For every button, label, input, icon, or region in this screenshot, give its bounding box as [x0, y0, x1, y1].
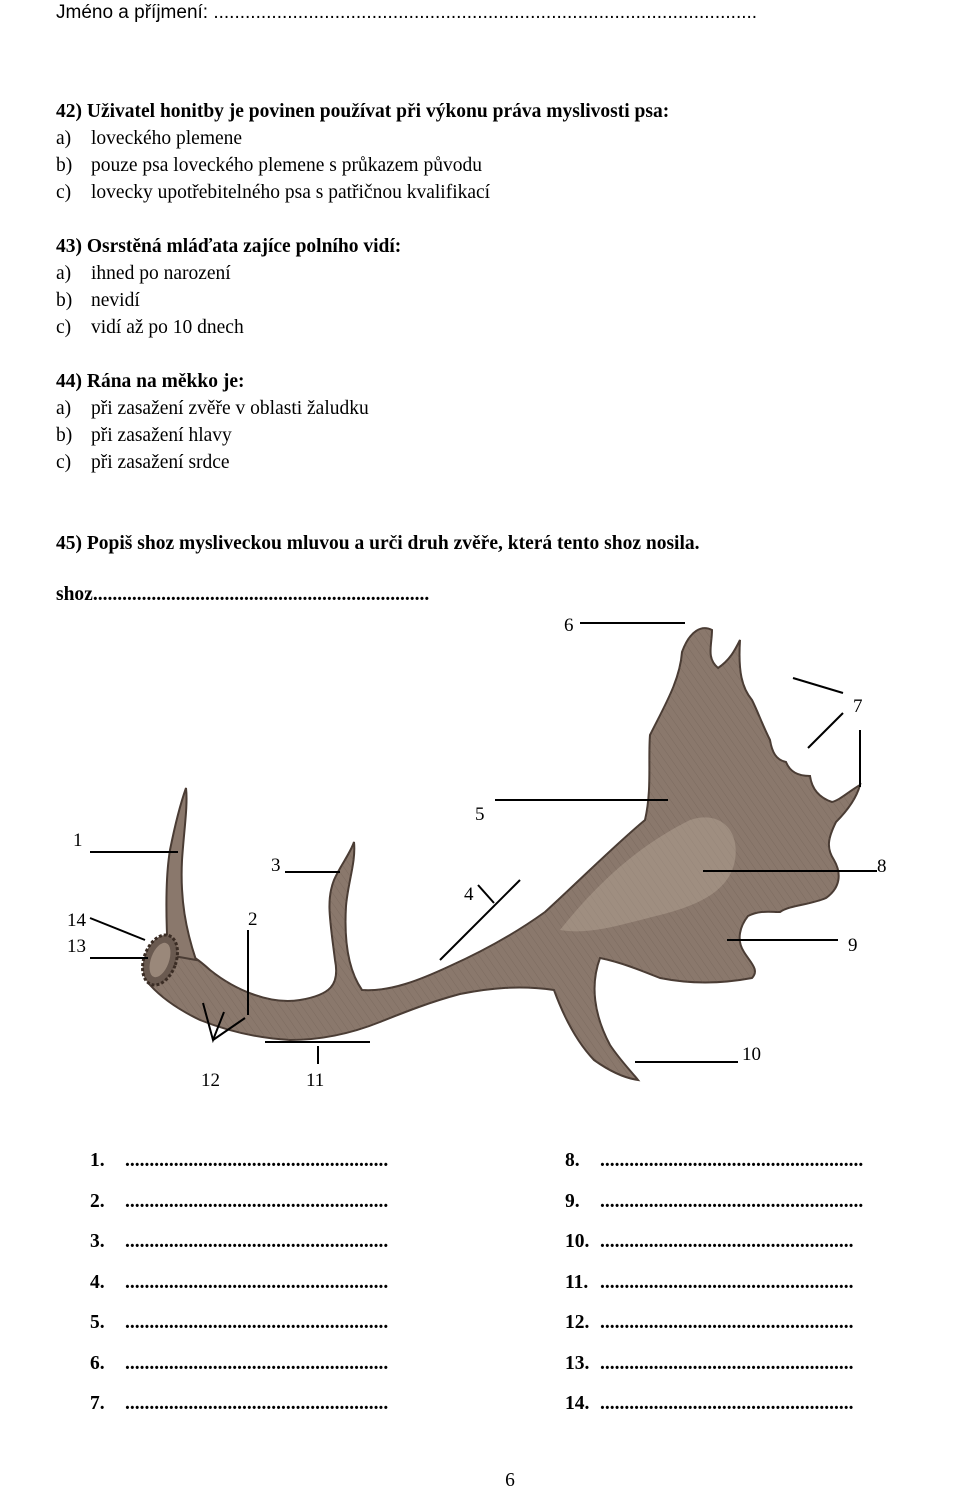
diagram-label-7: 7 — [853, 696, 863, 717]
answer-number: 2. — [90, 1190, 105, 1212]
leader-4b — [478, 885, 494, 903]
diagram-label-10: 10 — [742, 1044, 761, 1065]
diagram-label-6: 6 — [564, 615, 574, 636]
answer-number: 6. — [90, 1352, 105, 1374]
option-letter: a) — [56, 128, 72, 149]
diagram-label-2: 2 — [248, 909, 258, 930]
shoz-answer-line: shoz..................................................................... — [56, 584, 430, 605]
answer-number: 8. — [565, 1150, 580, 1171]
antler-illustration — [136, 628, 860, 1080]
answer-blank: ...................................................... — [600, 1190, 864, 1212]
answer-number: 9. — [565, 1190, 580, 1212]
diagram-label-4: 4 — [464, 884, 474, 905]
option-text: lovecky upotřebitelného psa s patřičnou kvalifikací — [91, 182, 491, 203]
diagram-label-3: 3 — [271, 855, 281, 876]
answer-row-12 — [565, 1312, 863, 1353]
answer-blank: ...................................................... — [125, 1271, 389, 1293]
leader-7b — [808, 713, 843, 748]
diagram-label-11: 11 — [306, 1070, 325, 1091]
option-letter: c) — [56, 182, 72, 203]
answer-row-14 — [565, 1393, 863, 1434]
answer-list-left — [90, 1150, 388, 1434]
answer-row-3 — [90, 1231, 388, 1272]
diagram-label-1: 1 — [73, 830, 83, 851]
option-letter: a) — [56, 398, 72, 419]
option-text: při zasažení zvěře v oblasti žaludku — [91, 398, 369, 419]
answer-row-9 — [565, 1191, 863, 1232]
answer-blank: ...................................................... — [125, 1231, 389, 1252]
option-text: loveckého plemene — [91, 128, 243, 149]
option-text: pouze psa loveckého plemene s průkazem původu — [91, 155, 482, 176]
answer-row-1 — [90, 1150, 388, 1191]
option-letter: b) — [56, 290, 73, 311]
answer-blank: ...................................................... — [125, 1150, 389, 1171]
answer-number: 5. — [90, 1312, 105, 1333]
answer-row-4 — [90, 1272, 388, 1313]
option-letter: a) — [56, 263, 72, 284]
answer-list-right — [565, 1150, 863, 1434]
leader-7a — [793, 678, 843, 693]
option-letter: c) — [56, 317, 72, 338]
answer-blank: ...................................................... — [125, 1393, 389, 1414]
option-text: ihned po narození — [91, 263, 231, 284]
diagram-label-13: 13 — [67, 936, 86, 957]
answer-row-8 — [565, 1150, 863, 1191]
answer-row-13 — [565, 1353, 863, 1394]
answer-row-10 — [565, 1231, 863, 1272]
answer-blank: .................................................... — [600, 1271, 854, 1293]
answer-row-11 — [565, 1272, 863, 1313]
question-text: 44) Rána na měkko je: — [56, 371, 245, 392]
option-text: při zasažení srdce — [91, 452, 230, 473]
question-text: 42) Uživatel honitby je povinen používat při výkonu práva myslivosti psa: — [56, 101, 670, 122]
antler-grain — [148, 628, 860, 1080]
answer-number: 10. — [565, 1231, 590, 1252]
answer-blank: .................................................... — [600, 1393, 854, 1414]
diagram-label-5: 5 — [475, 804, 485, 825]
leader-14 — [90, 918, 145, 940]
answer-number: 13. — [565, 1352, 590, 1374]
diagram-label-8: 8 — [877, 856, 887, 877]
answer-blank: .................................................... — [600, 1352, 854, 1374]
answer-blank: ...................................................... — [600, 1150, 864, 1171]
answer-blank: ...................................................... — [125, 1190, 389, 1212]
answer-number: 1. — [90, 1150, 105, 1171]
name-field-header: Jméno a příjmení: ....................................................................................................... — [56, 2, 758, 23]
answer-number: 11. — [565, 1271, 589, 1293]
option-letter: b) — [56, 155, 73, 176]
answer-row-6 — [90, 1353, 388, 1394]
question-text: 43) Osrstěná mláďata zajíce polního vidí: — [56, 236, 402, 257]
answer-row-7 — [90, 1393, 388, 1434]
answer-row-2 — [90, 1191, 388, 1232]
answer-number: 12. — [565, 1312, 590, 1333]
page-number: 6 — [505, 1470, 515, 1491]
option-text: vidí až po 10 dnech — [91, 317, 244, 338]
answer-blank: ...................................................... — [125, 1312, 389, 1333]
brow-tine — [166, 788, 196, 960]
answer-row-5 — [90, 1312, 388, 1353]
option-letter: b) — [56, 425, 73, 446]
answer-number: 4. — [90, 1271, 105, 1293]
answer-blank: .................................................... — [600, 1312, 854, 1333]
answer-number: 7. — [90, 1393, 105, 1414]
answer-blank: .................................................... — [600, 1231, 854, 1252]
answer-number: 3. — [90, 1231, 105, 1252]
answer-blank: ...................................................... — [125, 1352, 389, 1374]
answer-number: 14. — [565, 1393, 590, 1414]
question-text: 45) Popiš shoz mysliveckou mluvou a urči druh zvěře, která tento shoz nosila. — [56, 533, 700, 554]
diagram-label-12: 12 — [201, 1070, 220, 1091]
option-letter: c) — [56, 452, 72, 473]
diagram-label-9: 9 — [848, 935, 858, 956]
option-text: nevidí — [91, 290, 140, 311]
diagram-label-14: 14 — [67, 910, 86, 931]
option-text: při zasažení hlavy — [91, 425, 232, 446]
